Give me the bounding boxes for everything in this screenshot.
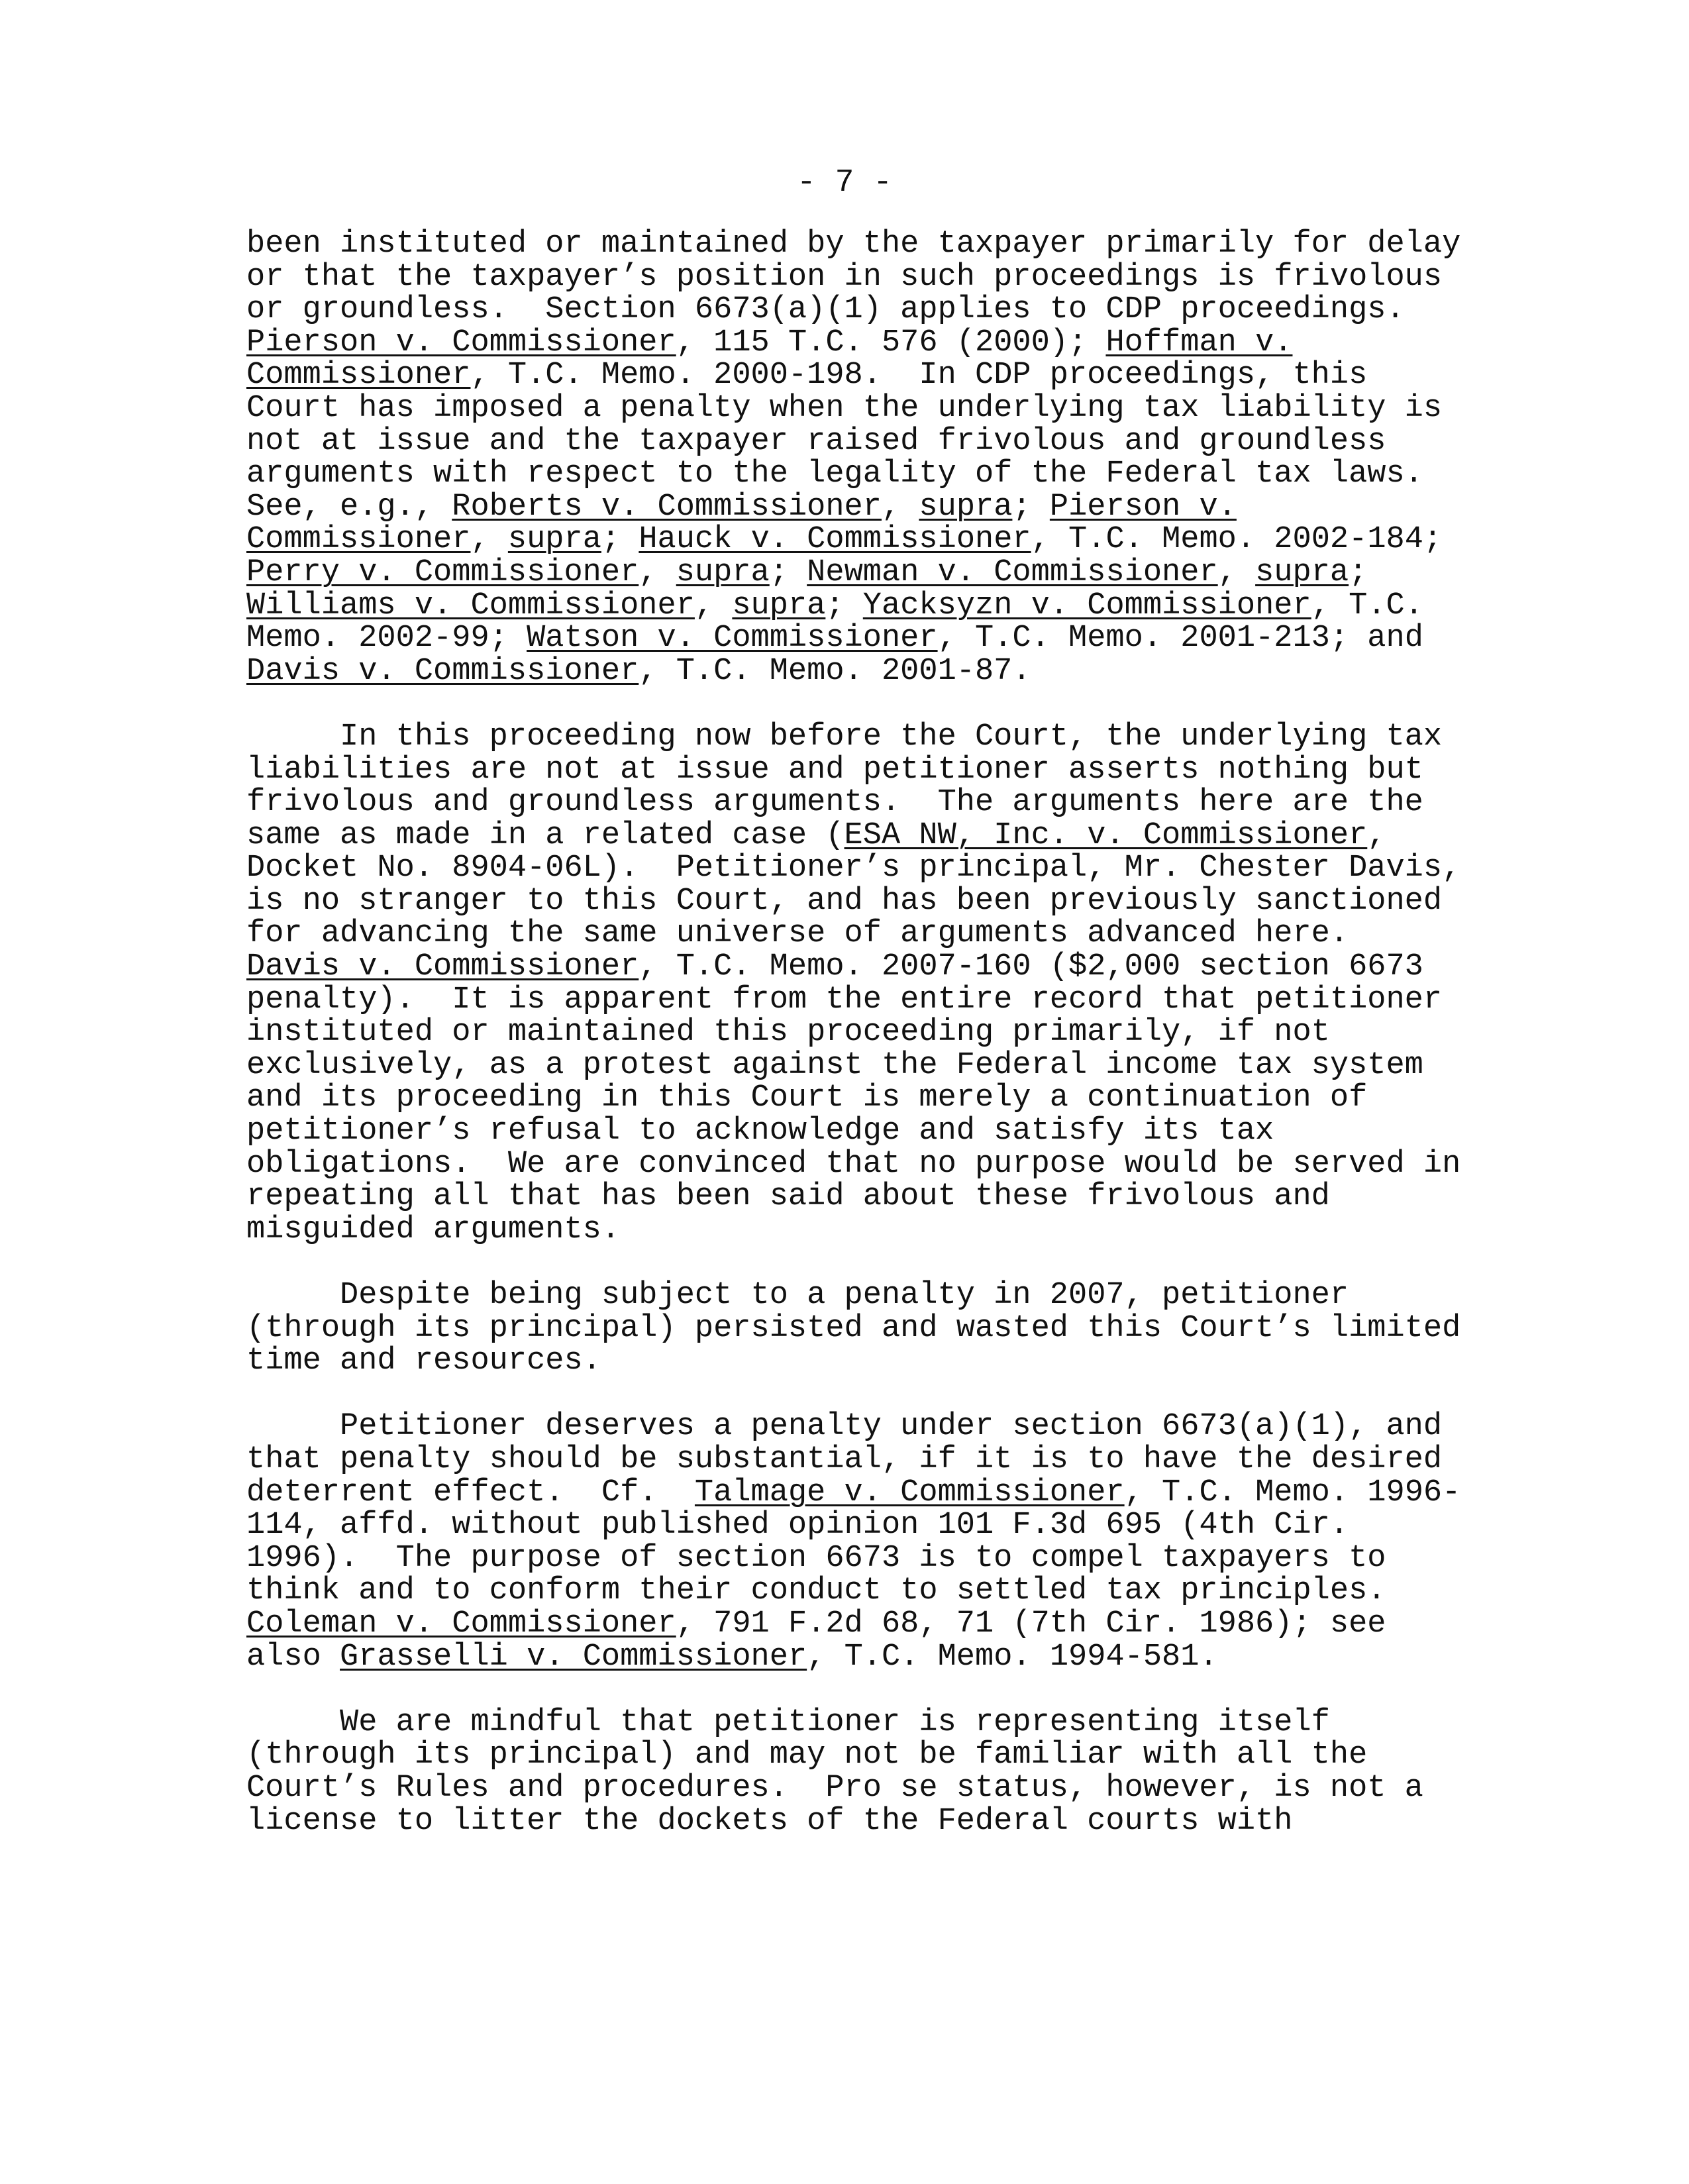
- text-run: think and to conform their conduct to settled tax principles.: [246, 1573, 1386, 1609]
- text-run: We are mindful that petitioner is representing itself: [246, 1704, 1330, 1740]
- text-run: Despite being subject to a penalty in 2007, petitioner: [246, 1278, 1349, 1313]
- text-run: instituted or maintained this proceeding primarily, if not: [246, 1015, 1330, 1051]
- case-citation: Watson v. Commissioner: [527, 621, 938, 656]
- text-line: [246, 458, 1538, 491]
- text-run: ,: [1367, 817, 1386, 853]
- case-citation: Hoffman v.: [1105, 325, 1293, 360]
- text-run: ;: [1349, 554, 1368, 590]
- text-run: been instituted or maintained by the taxpayer primarily for delay: [246, 227, 1461, 262]
- text-line: [246, 1542, 1538, 1575]
- text-line: [246, 1049, 1538, 1082]
- text-line: [246, 1279, 1538, 1312]
- text-run: , T.C. Memo. 1994-581.: [807, 1639, 1218, 1675]
- text-run: penalty). It is apparent from the entire record that petitioner: [246, 982, 1443, 1017]
- text-line: [246, 261, 1538, 294]
- text-line: [246, 1082, 1538, 1115]
- text-run: obligations. We are convinced that no purpose would be served in: [246, 1146, 1461, 1182]
- text-line: [246, 1016, 1538, 1049]
- text-run: liabilities are not at issue and petitioner asserts nothing but: [246, 752, 1423, 788]
- text-run: is no stranger to this Court, and has been previously sanctioned: [246, 883, 1443, 919]
- text-run: and its proceeding in this Court is merely a continuation of: [246, 1080, 1368, 1116]
- text-run: frivolous and groundless arguments. The arguments here are the: [246, 785, 1423, 821]
- text-run: Petitioner deserves a penalty under section 6673(a)(1), and: [246, 1409, 1443, 1445]
- text-line: [246, 852, 1538, 885]
- text-run: ,: [881, 489, 919, 525]
- text-line: [246, 556, 1538, 590]
- case-citation: Yacksyzn v. Commissioner: [862, 588, 1311, 623]
- text-line: [246, 655, 1538, 688]
- text-line: [246, 1805, 1538, 1838]
- text-line: [246, 590, 1538, 623]
- text-run: ,: [694, 588, 733, 623]
- text-run: 1996). The purpose of section 6673 is to compel taxpayers to: [246, 1540, 1386, 1576]
- text-run: ,: [470, 522, 508, 558]
- text-line: [246, 721, 1538, 754]
- text-run: , T.C. Memo. 1996-: [1124, 1475, 1461, 1510]
- case-citation: Talmage v. Commissioner: [694, 1475, 1125, 1510]
- text-line: [246, 293, 1538, 327]
- text-line: [246, 1641, 1538, 1674]
- text-run: Memo. 2002-99;: [246, 621, 527, 656]
- text-run: ,: [639, 554, 676, 590]
- case-citation: supra: [732, 588, 826, 623]
- text-run: Court has imposed a penalty when the underlying tax liability is: [246, 390, 1443, 426]
- text-run: , 791 F.2d 68, 71 (7th Cir. 1986); see: [676, 1606, 1386, 1641]
- text-run: 114, affd. without published opinion 101 F.3d 695 (4th Cir.: [246, 1508, 1349, 1543]
- text-run: In this proceeding now before the Court, the underlying tax: [246, 719, 1443, 754]
- text-line: [246, 1443, 1538, 1477]
- text-run: ;: [769, 554, 807, 590]
- case-citation: Hauck v. Commissioner: [639, 522, 1031, 558]
- text-run: for advancing the same universe of arguments advanced here.: [246, 916, 1349, 952]
- paragraph: [246, 1410, 1538, 1673]
- text-line: [246, 392, 1538, 425]
- case-citation: supra: [507, 522, 601, 558]
- text-line: [246, 819, 1538, 853]
- case-citation: ESA NW, Inc. v. Commissioner: [844, 817, 1368, 853]
- text-line: [246, 1115, 1538, 1148]
- text-run: , T.C.: [1311, 588, 1423, 623]
- text-run: petitioner’s refusal to acknowledge and satisfy its tax: [246, 1114, 1274, 1149]
- case-citation: Coleman v. Commissioner: [246, 1606, 676, 1641]
- text-run: deterrent effect. Cf.: [246, 1475, 695, 1510]
- case-citation: Roberts v. Commissioner: [452, 489, 882, 525]
- text-line: [246, 1608, 1538, 1641]
- text-line: [246, 786, 1538, 819]
- text-run: license to litter the dockets of the Federal courts with: [246, 1803, 1293, 1839]
- text-line: [246, 1739, 1538, 1772]
- case-citation: Pierson v.: [1049, 489, 1237, 525]
- text-run: or that the taxpayer’s position in such proceedings is frivolous: [246, 259, 1443, 295]
- text-line: [246, 622, 1538, 655]
- text-run: or groundless. Section 6673(a)(1) applies to CDP proceedings.: [246, 292, 1405, 328]
- case-citation: Pierson v. Commissioner: [246, 325, 676, 360]
- text-run: also: [246, 1639, 340, 1675]
- text-run: See, e.g.,: [246, 489, 452, 525]
- text-line: [246, 1509, 1538, 1542]
- text-line: [246, 754, 1538, 787]
- text-line: [246, 491, 1538, 524]
- text-line: [246, 1772, 1538, 1805]
- text-run: (through its principal) persisted and wasted this Court’s limited: [246, 1310, 1461, 1346]
- text-line: [246, 327, 1538, 360]
- case-citation: Williams v. Commissioner: [246, 588, 695, 623]
- text-line: [246, 917, 1538, 951]
- text-line: [246, 1706, 1538, 1740]
- text-line: [246, 885, 1538, 918]
- body-text: [246, 228, 1538, 1871]
- text-line: [246, 1148, 1538, 1181]
- text-run: , T.C. Memo. 2007-160 ($2,000 section 6673: [639, 949, 1423, 985]
- text-line: [246, 1345, 1538, 1378]
- paragraph: [246, 1279, 1538, 1378]
- text-run: ;: [1012, 489, 1050, 525]
- case-citation: supra: [676, 554, 770, 590]
- case-citation: Grasselli v. Commissioner: [340, 1639, 807, 1675]
- text-run: , T.C. Memo. 2000-198. In CDP proceedings, this: [470, 358, 1368, 393]
- text-line: [246, 1214, 1538, 1247]
- paragraph: [246, 1706, 1538, 1838]
- text-line: [246, 1575, 1538, 1608]
- text-run: Docket No. 8904-06L). Petitioner’s principal, Mr. Chester Davis,: [246, 851, 1461, 886]
- case-citation: Newman v. Commissioner: [807, 554, 1218, 590]
- text-run: misguided arguments.: [246, 1212, 621, 1247]
- text-line: [246, 1180, 1538, 1214]
- case-citation: Perry v. Commissioner: [246, 554, 639, 590]
- case-citation: Commissioner: [246, 522, 471, 558]
- text-run: ,: [1217, 554, 1256, 590]
- text-line: [246, 1312, 1538, 1345]
- text-run: Court’s Rules and procedures. Pro se status, however, is not a: [246, 1770, 1423, 1806]
- case-citation: Commissioner: [246, 358, 471, 393]
- text-line: [246, 523, 1538, 556]
- case-citation: supra: [919, 489, 1013, 525]
- text-run: same as made in a related case (: [246, 817, 844, 853]
- text-line: [246, 1477, 1538, 1510]
- text-run: arguments with respect to the legality of the Federal tax laws.: [246, 456, 1423, 492]
- case-citation: Davis v. Commissioner: [246, 949, 639, 985]
- text-run: time and resources.: [246, 1343, 601, 1379]
- paragraph: [246, 228, 1538, 688]
- text-line: [246, 228, 1538, 261]
- case-citation: supra: [1255, 554, 1349, 590]
- text-run: exclusively, as a protest against the Federal income tax system: [246, 1047, 1423, 1083]
- paragraph: [246, 721, 1538, 1247]
- text-run: , 115 T.C. 576 (2000);: [676, 325, 1106, 360]
- text-line: [246, 359, 1538, 392]
- text-run: repeating all that has been said about these frivolous and: [246, 1179, 1330, 1215]
- text-line: [246, 951, 1538, 984]
- text-run: ;: [825, 588, 863, 623]
- page-number: - 7 -: [796, 165, 893, 201]
- text-run: not at issue and the taxpayer raised frivolous and groundless: [246, 423, 1386, 459]
- text-run: , T.C. Memo. 2001-213; and: [937, 621, 1423, 656]
- case-citation: Davis v. Commissioner: [246, 653, 639, 689]
- text-run: ;: [601, 522, 639, 558]
- text-run: , T.C. Memo. 2001-87.: [639, 653, 1031, 689]
- text-run: that penalty should be substantial, if it is to have the desired: [246, 1441, 1443, 1477]
- text-run: (through its principal) and may not be familiar with all the: [246, 1738, 1368, 1773]
- text-line: [246, 425, 1538, 458]
- text-run: , T.C. Memo. 2002-184;: [1031, 522, 1443, 558]
- text-line: [246, 984, 1538, 1017]
- text-line: [246, 1410, 1538, 1443]
